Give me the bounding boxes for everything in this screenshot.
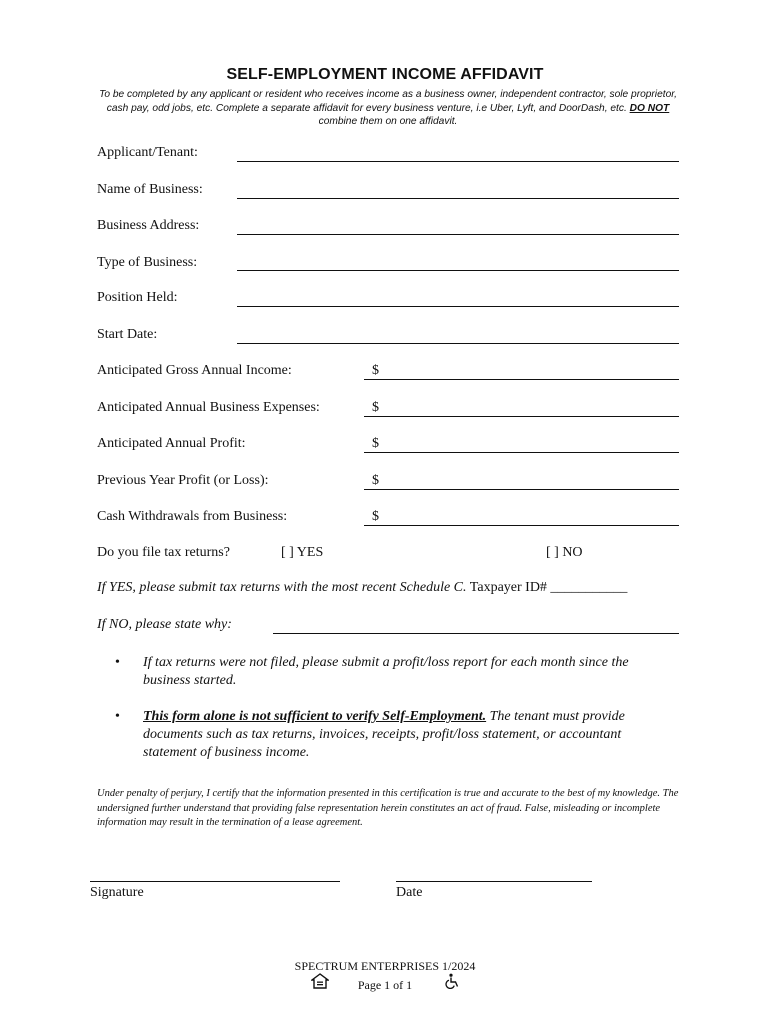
bullet-icon: •: [115, 655, 120, 670]
signature-field[interactable]: [90, 881, 340, 882]
tax-yes-checkbox[interactable]: [ ] YES: [281, 545, 324, 560]
expenses-currency: $: [372, 400, 379, 415]
position-label: Position Held:: [97, 290, 178, 305]
applicant-field[interactable]: [237, 161, 679, 162]
bullet-item-profit-loss: [115, 654, 678, 690]
cash-withdrawals-label: Cash Withdrawals from Business:: [97, 509, 288, 524]
gross-income-label: Anticipated Gross Annual Income:: [97, 363, 292, 378]
profit-label: Anticipated Annual Profit:: [97, 436, 246, 451]
bullet-icon: •: [115, 709, 120, 724]
profit-field[interactable]: [364, 452, 679, 453]
prev-profit-label: Previous Year Profit (or Loss):: [97, 473, 269, 488]
form-title: SELF-EMPLOYMENT INCOME AFFIDAVIT: [226, 66, 544, 83]
instructions-emphasis: DO NOT: [629, 102, 670, 114]
profit-currency: $: [372, 436, 379, 451]
prev-profit-currency: $: [372, 473, 379, 488]
footer-page-number: Page 1 of 1: [357, 978, 413, 992]
gross-income-field[interactable]: [364, 379, 679, 380]
signature-label: Signature: [90, 885, 144, 900]
business-address-label: Business Address:: [97, 218, 200, 233]
bullet-text: If tax returns were not filed, please submit a profit/loss report for each month since the business started.: [143, 655, 629, 688]
tax-question: Do you file tax returns?: [97, 545, 230, 560]
equal-housing-opportunity-icon: [311, 973, 329, 989]
tax-yes-instructions: [97, 580, 627, 596]
if-yes-text: If YES, please submit tax returns with the most recent Schedule C.: [97, 580, 467, 595]
start-date-label: Start Date:: [97, 327, 158, 342]
business-type-label: Type of Business:: [97, 255, 198, 270]
start-date-field[interactable]: [237, 343, 679, 344]
cash-withdrawals-currency: $: [372, 509, 379, 524]
business-type-field[interactable]: [237, 270, 679, 271]
prev-profit-field[interactable]: [364, 489, 679, 490]
perjury-certification: Under penalty of perjury, I certify that the information presented in this certification is true and accurate to the best of my knowledge. The undersigned further understand that providing false representation herein constitutes an act of fraud. False, misleading or incomplete information may result in the termination of a lease agreement.: [97, 788, 679, 828]
business-address-field[interactable]: [237, 234, 679, 235]
date-label: Date: [396, 885, 423, 900]
expenses-label: Anticipated Annual Business Expenses:: [97, 400, 320, 415]
business-name-field[interactable]: [237, 198, 679, 199]
form-instructions: [88, 88, 688, 129]
cash-withdrawals-field[interactable]: [364, 525, 679, 526]
bullet-item-verification: [115, 708, 678, 762]
gross-income-currency: $: [372, 363, 379, 378]
if-no-label: If NO, please state why:: [97, 617, 232, 632]
expenses-field[interactable]: [364, 416, 679, 417]
verification-details: The tenant must provide documents such as tax returns, invoices, receipts, profit/loss statement, or accountant statement of business income.: [143, 709, 625, 760]
instructions-text: To be completed by any applicant or resident who receives income as a business owner, independent contractor, sole proprietor, cash pay, odd jobs, etc. Complete a separate affidavit for every business venture, i.e Uber, Lyft, and DoorDash, etc.: [99, 89, 677, 114]
applicant-label: Applicant/Tenant:: [97, 145, 198, 160]
date-field[interactable]: [396, 881, 592, 882]
instructions-text-end: combine them on one affidavit.: [318, 116, 458, 127]
tax-no-checkbox[interactable]: [ ] NO: [546, 545, 583, 560]
bullet-text: [143, 708, 678, 762]
business-name-label: Name of Business:: [97, 182, 203, 197]
footer-company: SPECTRUM ENTERPRISES 1/2024: [294, 959, 476, 973]
accessibility-icon: [445, 973, 461, 989]
if-no-reason-field[interactable]: [273, 633, 679, 634]
taxpayer-id-field[interactable]: Taxpayer ID# ___________: [469, 580, 628, 595]
position-field[interactable]: [237, 306, 679, 307]
verification-warning: This form alone is not sufficient to verify Self-Employment.: [143, 709, 487, 724]
